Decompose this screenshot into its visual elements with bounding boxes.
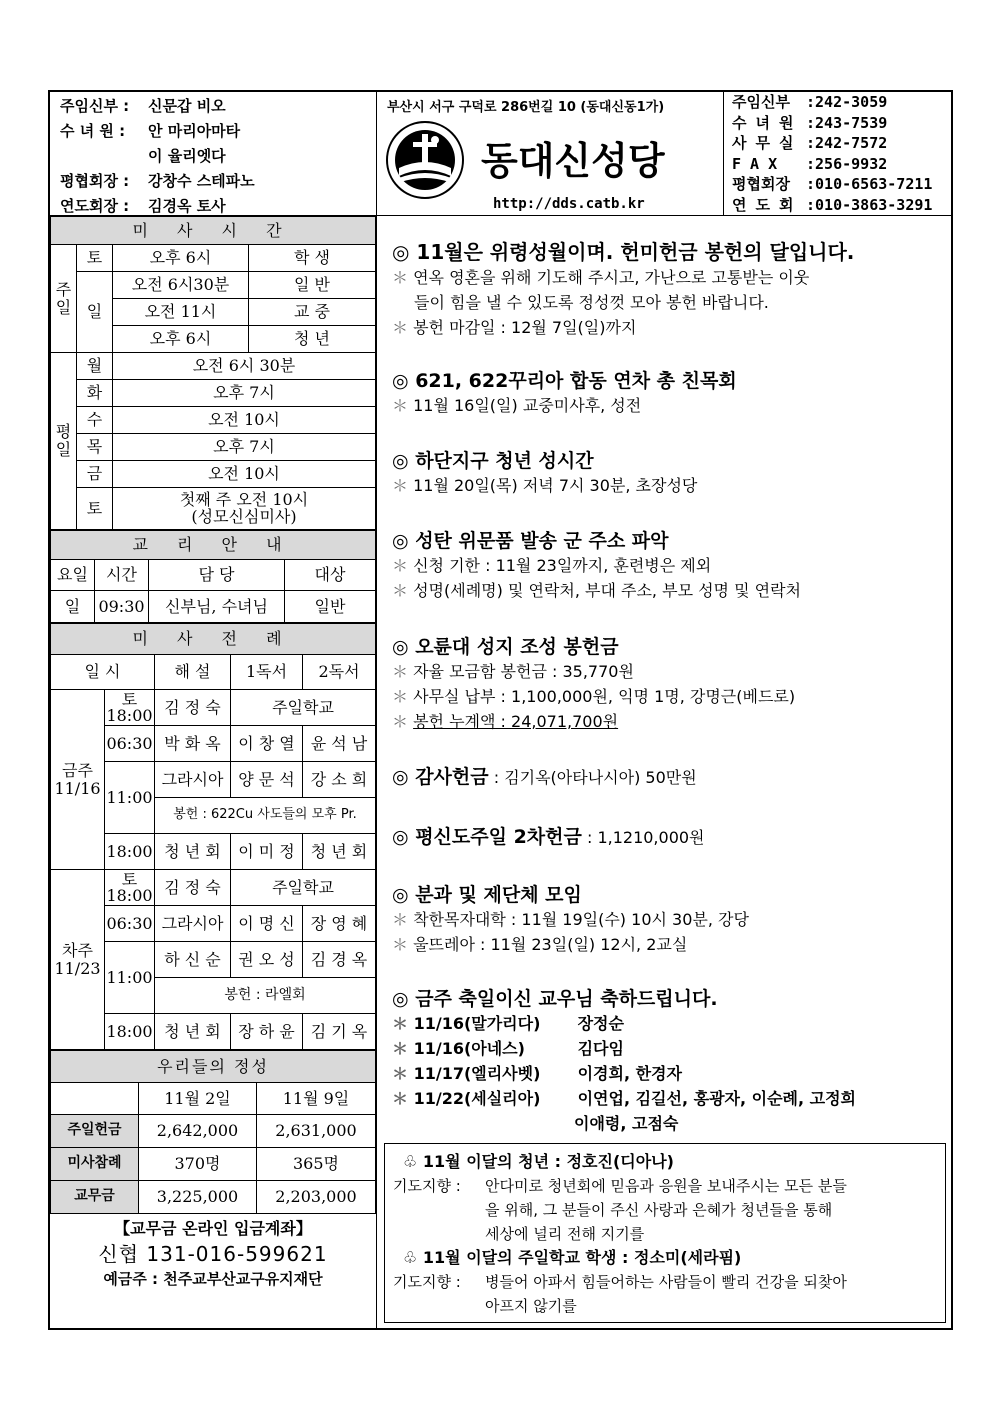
account-title: 【교무금 온라인 입금계좌】 [114, 1219, 312, 1238]
time-cell: 18:00 [105, 834, 155, 870]
commentator-cell: 박 화 옥 [155, 726, 231, 762]
col-header: 11월 2일 [139, 1083, 257, 1115]
reader-cell: 주일학교 [231, 870, 376, 906]
time-cell: 06:30 [105, 726, 155, 762]
notice-title: ◎ 621, 622꾸리아 합동 연차 총 친목회 [392, 370, 737, 392]
account-number: 신협 131-016-599621 [98, 1242, 328, 1266]
account-holder: 예금주 : 천주교부산교구유지재단 [103, 1270, 323, 1288]
notice-title: ◎ 오륜대 성지 조성 봉헌금 [392, 636, 619, 658]
notice-line: ＊ 봉헌 누계액 : 24,071,700원 [392, 712, 619, 731]
time-cell: 오후 7시 [113, 380, 376, 407]
group-cell: 학 생 [249, 245, 376, 272]
time-cell: 오전 11시 [113, 299, 249, 326]
notice-title: ◎ 성탄 위문품 발송 군 주소 파악 [392, 530, 669, 552]
account-box [50, 1214, 376, 1290]
youth-title: ♧ 11월 이달의 청년 : 정호진(디아나) [403, 1152, 674, 1171]
notice-4 [392, 526, 801, 603]
notice-line: ＊ 봉헌 마감일 : 12월 7일(일)까지 [392, 318, 637, 337]
catechism-day: 일 [51, 591, 95, 623]
feast-row: ＊ 11/16(말가리다) 장정순 [392, 1014, 624, 1033]
time-cell: 오후 6시 [113, 326, 249, 353]
feast-row: ＊ 11/17(엘리사벳) 이경희, 한경자 [392, 1064, 682, 1083]
value-cell: 2,631,000 [257, 1115, 376, 1148]
commentator-cell: 그라시아 [155, 762, 231, 798]
reader-cell: 장 하 윤 [231, 1014, 303, 1050]
time-cell: 첫째 주 오전 10시 (성모신심미사) [113, 488, 376, 530]
notice-inline: : 1,1210,000원 [581, 828, 705, 847]
week-label: 차주 11/23 [51, 870, 105, 1050]
notice-line: ＊ 11월 16일(일) 교중미사후, 성전 [392, 396, 642, 415]
notice-title: ◎ 평신도주일 2차헌금 [392, 826, 582, 848]
day-cell: 수 [77, 407, 113, 434]
notice-line: ＊ 울뜨레아 : 11월 23일(일) 12시, 2교실 [392, 935, 688, 954]
header-staff-row: 이 율리엣다 [148, 147, 226, 165]
value-cell: 370명 [139, 1148, 257, 1181]
col-header: 해 설 [155, 655, 231, 690]
notice-5 [392, 632, 795, 734]
time-cell: 오전 6시30분 [113, 272, 249, 299]
time-cell: 오후 6시 [113, 245, 249, 272]
church-name: 동대신성당 [481, 139, 665, 183]
notice-3 [392, 446, 697, 498]
notice-9 [392, 984, 856, 1136]
reader-cell: 김 기 옥 [303, 1014, 376, 1050]
col-header: 요일 [51, 560, 95, 591]
sunday-school-prayer: 기도지향 : 병들어 아파서 힘들어하는 사람들이 빨리 건강을 되찾아 아프지 않기를 [393, 1273, 847, 1315]
header-staff-row: 평협회장 : 강창수 스테파노 [60, 172, 255, 190]
header-right [723, 92, 951, 216]
reader-cell: 이 명 신 [231, 906, 303, 942]
il-label: 일 [77, 272, 113, 353]
week-label: 금주 11/16 [51, 690, 105, 870]
time-cell: 오전 10시 [113, 407, 376, 434]
day-cell: 월 [77, 353, 113, 380]
website-link[interactable]: http://dds.catb.kr [493, 196, 645, 212]
day-cell: 토 [77, 488, 113, 530]
group-cell: 일 반 [249, 272, 376, 299]
notice-line: 들이 힘을 낼 수 있도록 정성껏 모아 봉헌 바랍니다. [414, 293, 769, 312]
reader-cell: 장 영 혜 [303, 906, 376, 942]
contact-row: 주임신부 :242-3059 [732, 93, 888, 111]
value-cell: 3,225,000 [139, 1181, 257, 1214]
liturgy-table [50, 623, 376, 1050]
time-cell: 11:00 [105, 942, 155, 1014]
notice-2 [392, 366, 737, 418]
group-cell: 청 년 [249, 326, 376, 353]
time-cell: 오전 6시 30분 [113, 353, 376, 380]
commentator-cell: 김 정 숙 [155, 870, 231, 906]
youth-prayer: 기도지향 : 안다미로 청년회에 믿음과 응원을 보내주시는 모든 분들 을 위해, 그 분들이 주신 사랑과 은혜가 청년들을 통해 세상에 널리 전해 지기를 [393, 1177, 847, 1243]
notice-6 [392, 762, 697, 790]
notice-inline: : 김기옥(아타나시아) 50만원 [488, 768, 697, 787]
left-column [50, 216, 377, 1328]
header-staff-row: 주임신부 : 신문갑 비오 [60, 97, 226, 115]
notice-7 [392, 822, 705, 850]
mass-times-title: 미 사 시 간 [51, 217, 376, 245]
col-header: 일 시 [51, 655, 155, 690]
col-header: 대상 [285, 560, 376, 591]
offerings-title: 우리들의 정성 [51, 1051, 376, 1083]
row-label: 미사참례 [51, 1148, 139, 1181]
row-label: 주일헌금 [51, 1115, 139, 1148]
col-header: 11월 9일 [257, 1083, 376, 1115]
value-cell: 365명 [257, 1148, 376, 1181]
sunday-label: 주 일 [51, 245, 77, 353]
day-cell: 금 [77, 461, 113, 488]
time-cell: 토 18:00 [106, 870, 153, 905]
header-staff-row: 연도회장 : 김경옥 토사 [60, 197, 226, 215]
reader-cell: 청 년 회 [303, 834, 376, 870]
liturgy-title: 미 사 전 례 [51, 624, 376, 655]
notice-line: ＊ 11월 20일(목) 저녁 7시 30분, 초장성당 [392, 476, 698, 495]
commentator-cell: 그라시아 [155, 906, 231, 942]
church-logo-icon [385, 120, 465, 200]
col-header: 2독서 [303, 655, 376, 690]
reader-cell: 김 경 옥 [303, 942, 376, 978]
reader-cell: 이 창 열 [231, 726, 303, 762]
notice-line: ＊ 착한목자대학 : 11월 19일(수) 10시 30분, 강당 [392, 910, 749, 929]
sunday-school-title: ♧ 11월 이달의 주일학교 학생 : 정소미(세라핌) [403, 1248, 742, 1267]
time-cell: 06:30 [105, 906, 155, 942]
commentator-cell: 하 신 순 [155, 942, 231, 978]
notice-line: ＊ 신청 기한 : 11월 23일까지, 훈련병은 제외 [392, 556, 712, 575]
notice-line: ＊ 연옥 영혼을 위해 기도해 주시고, 가난으로 고통받는 이웃 [392, 268, 810, 287]
row-label: 교무금 [51, 1181, 139, 1214]
catechism-time: 09:30 [95, 591, 149, 623]
contact-row: F A X :256-9932 [732, 154, 888, 173]
notice-1 [392, 236, 854, 340]
reader-cell: 이 미 정 [231, 834, 303, 870]
catechism-target: 일반 [285, 591, 376, 623]
col-header: 1독서 [231, 655, 303, 690]
reader-cell: 강 소 희 [303, 762, 376, 798]
address: 부산시 서구 구덕로 286번길 10 (동대신동1가) [387, 100, 665, 115]
offering-cell: 봉헌 : 622Cu 사도들의 모후 Pr. [155, 798, 376, 834]
value-cell: 2,642,000 [139, 1115, 257, 1148]
time-cell: 18:00 [105, 1014, 155, 1050]
day-cell: 목 [77, 434, 113, 461]
reader-cell: 윤 석 남 [303, 726, 376, 762]
time-cell: 오후 7시 [113, 434, 376, 461]
col-header: 시간 [95, 560, 149, 591]
feast-row: ＊ 11/22(세실리아) 이연업, 김길선, 홍광자, 이순례, 고정희 [392, 1089, 857, 1108]
notice-title: ◎ 11월은 위령성월이며. 헌미헌금 봉헌의 달입니다. [392, 240, 855, 264]
header-staff-row: 수 녀 원 : 안 마리아마타 [60, 122, 241, 140]
offerings-table [50, 1050, 376, 1214]
catechism-title: 교 리 안 내 [51, 531, 376, 560]
header-left [50, 92, 377, 216]
commentator-cell: 청 년 회 [155, 1014, 231, 1050]
contact-row: 평협회장 :010-6563-7211 [732, 175, 933, 193]
reader-cell: 양 문 석 [231, 762, 303, 798]
mass-times-table [50, 216, 376, 530]
notice-8 [392, 880, 749, 957]
notice-title: ◎ 하단지구 청년 성시간 [392, 450, 594, 472]
notice-title: ◎ 감사헌금 [392, 766, 489, 788]
reader-cell: 권 오 성 [231, 942, 303, 978]
commentator-cell: 김 정 숙 [155, 690, 231, 726]
catechism-table [50, 530, 376, 623]
commentator-cell: 청 년 회 [155, 834, 231, 870]
feast-row: ＊ 11/16(아네스) 김다임 [392, 1039, 624, 1058]
contact-row: 사 무 실 :242-7572 [732, 134, 888, 152]
notice-line: ＊ 사무실 납부 : 1,100,000원, 익명 1명, 강명근(베드로) [392, 687, 796, 706]
youth-box [384, 1143, 946, 1323]
contact-row: 연 도 회 :010-3863-3291 [732, 195, 933, 214]
feast-row: 이애령, 고점숙 [574, 1114, 679, 1133]
weekday-label: 평 일 [51, 353, 77, 530]
contact-row: 수 녀 원 :243-7539 [732, 113, 888, 132]
time-cell: 토 18:00 [106, 690, 153, 725]
offering-cell: 봉헌 : 라엘회 [155, 978, 376, 1014]
header-center [377, 92, 723, 216]
catechism-teacher: 신부님, 수녀님 [149, 591, 285, 623]
notice-title: ◎ 금주 축일이신 교우님 축하드립니다. [392, 988, 718, 1010]
time-cell: 11:00 [105, 762, 155, 834]
day-cell: 토 [77, 245, 113, 272]
day-cell: 화 [77, 380, 113, 407]
notice-title: ◎ 분과 및 제단체 모임 [392, 884, 582, 906]
notice-line: ＊ 성명(세례명) 및 연락처, 부대 주소, 부모 성명 및 연락처 [392, 581, 802, 600]
group-cell: 교 중 [249, 299, 376, 326]
time-cell: 오전 10시 [113, 461, 376, 488]
value-cell: 2,203,000 [257, 1181, 376, 1214]
col-header: 담 당 [149, 560, 285, 591]
reader-cell: 주일학교 [231, 690, 376, 726]
notice-line: ＊ 자율 모금함 봉헌금 : 35,770원 [392, 662, 634, 681]
